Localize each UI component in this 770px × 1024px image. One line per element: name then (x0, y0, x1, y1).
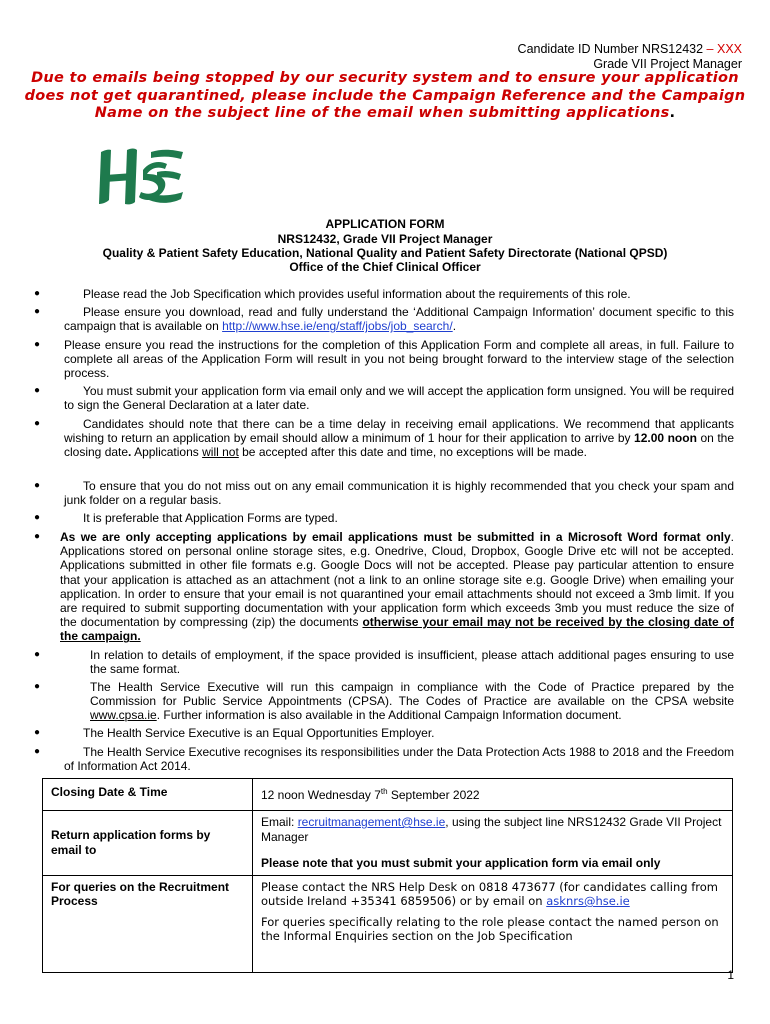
table-row (43, 779, 733, 811)
list-item: ● You must submit your application form via email only and we will accept the application form unsigned. You will be required to sign the General Declaration at a later date. (34, 384, 734, 413)
queries-value: Please contact the NRS Help Desk on 0818 473677 (for candidates calling from outside Ireland +35341 6859506) or by email on asknrs@hse.ie For queries specifically relating to the role please contact the named person on the Informal Enquiries section on the Job Specification (253, 875, 733, 972)
cpsa-link[interactable]: www.cpsa.ie (90, 708, 157, 723)
closing-date-label: Closing Date & Time (43, 779, 253, 811)
form-title: APPLICATION FORM (325, 217, 445, 231)
list-item: ● The Health Service Executive will run this campaign in compliance with the Code of Practice prepared by the Commission for Public Service Appointments (CPSA). The Codes of Practice are available on the CPSA website www.cpsa.ie. Further information is also available in the Additional Campaign Information document. (34, 680, 734, 723)
table-row (43, 875, 733, 972)
list-item: ● The Health Service Executive is an Equal Opportunities Employer. (34, 726, 435, 740)
list-item: ● The Health Service Executive recognises its responsibilities under the Data Protection Acts 1988 to 2018 and the Freedom of Information Act 2014. (34, 745, 734, 774)
list-item: ● It is preferable that Application Forms are typed. (34, 511, 338, 525)
job-search-link[interactable]: http://www.hse.ie/eng/staff/jobs/job_search/ (222, 319, 453, 334)
hse-logo (95, 144, 187, 208)
list-item: ● Please ensure you download, read and fully understand the ‘Additional Campaign Information’ document specific to this campaign that is available on http://www.hse.ie/eng/staff/jobs/job_search/. (34, 305, 734, 334)
candidate-id: Candidate ID Number NRS12432 – XXX (517, 42, 742, 56)
campaign-title: NRS12432, Grade VII Project Manager (277, 232, 493, 246)
department-title: Quality & Patient Safety Education, National Quality and Patient Safety Directorate (National QPSD) (102, 246, 668, 260)
return-forms-label: Return application forms by email to (43, 811, 253, 876)
queries-label: For queries on the Recruitment Process (43, 875, 253, 972)
office-title: Office of the Chief Clinical Officer (289, 260, 481, 274)
list-item: ● To ensure that you do not miss out on any email communication it is highly recommended that you check your spam and junk folder on a regular basis. (34, 479, 734, 508)
email-only-note: Please note that you must submit your application form via email only (261, 856, 661, 870)
closing-date-value: 12 noon Wednesday 7th September 2022 (253, 779, 733, 811)
recruit-email-link[interactable]: recruitmanagement@hse.ie (297, 815, 446, 829)
application-info-table (42, 778, 733, 973)
list-item: ● In relation to details of employment, if the space provided is insufficient, please attach additional pages ensuring to use the same format. (34, 648, 734, 677)
page-number: 1 (727, 968, 734, 982)
candidate-id-suffix: – XXX (703, 42, 742, 56)
hse-logo-icon (95, 144, 187, 208)
list-item: ● Please read the Job Specification which provides useful information about the requirements of this role. (34, 287, 631, 301)
grade-label: Grade VII Project Manager (593, 57, 742, 71)
list-item: ● Please ensure you read the instructions for the completion of this Application Form and complete all areas, in full. Failure to complete all areas of the Application Form will result in you not being brought forward to the interview stage of the selection process. (34, 338, 734, 381)
email-warning: Due to emails being stopped by our security system and to ensure your application does not get quarantined, please include the Campaign Reference and the Campaign Name on the subject line of the email when submitting applications. (24, 70, 746, 121)
table-row (43, 811, 733, 876)
asknrs-email-link[interactable]: asknrs@hse.ie (546, 894, 630, 908)
list-item: ● As we are only accepting applications by email applications must be submitted in a Microsoft Word format only. Applications stored on personal online storage sites, e.g. Onedrive, Cloud, Dropbox, Google Drive etc will not be accepted. Applications submitted in other file formats e.g. Google Docs will not be accepted. Please pay particular attention to ensure that your application is attached as an attachment (not a link to an online storage site e.g. Google Drive) when emailing your application. In order to ensure that your email is not quarantined your email attachments should not exceed a 3mb limit. If you are required to submit supporting documentation with your application form which exceeds 3mb you must reduce the size of the documentation by compressing (zip) the documents otherwise your email may not be received by the closing date of the campaign. (34, 530, 734, 644)
list-item: ● Candidates should note that there can be a time delay in receiving email applications. We recommend that applicants wishing to return an application by email should allow a minimum of 1 hour for their application to arrive by 12.00 noon on the closing date. Applications will not be accepted after this date and time, no exceptions will be made. (34, 417, 734, 460)
return-forms-value: Email: recruitmanagement@hse.ie, using the subject line NRS12432 Grade VII Project Manager Please note that you must submit your application form via email only (253, 811, 733, 876)
